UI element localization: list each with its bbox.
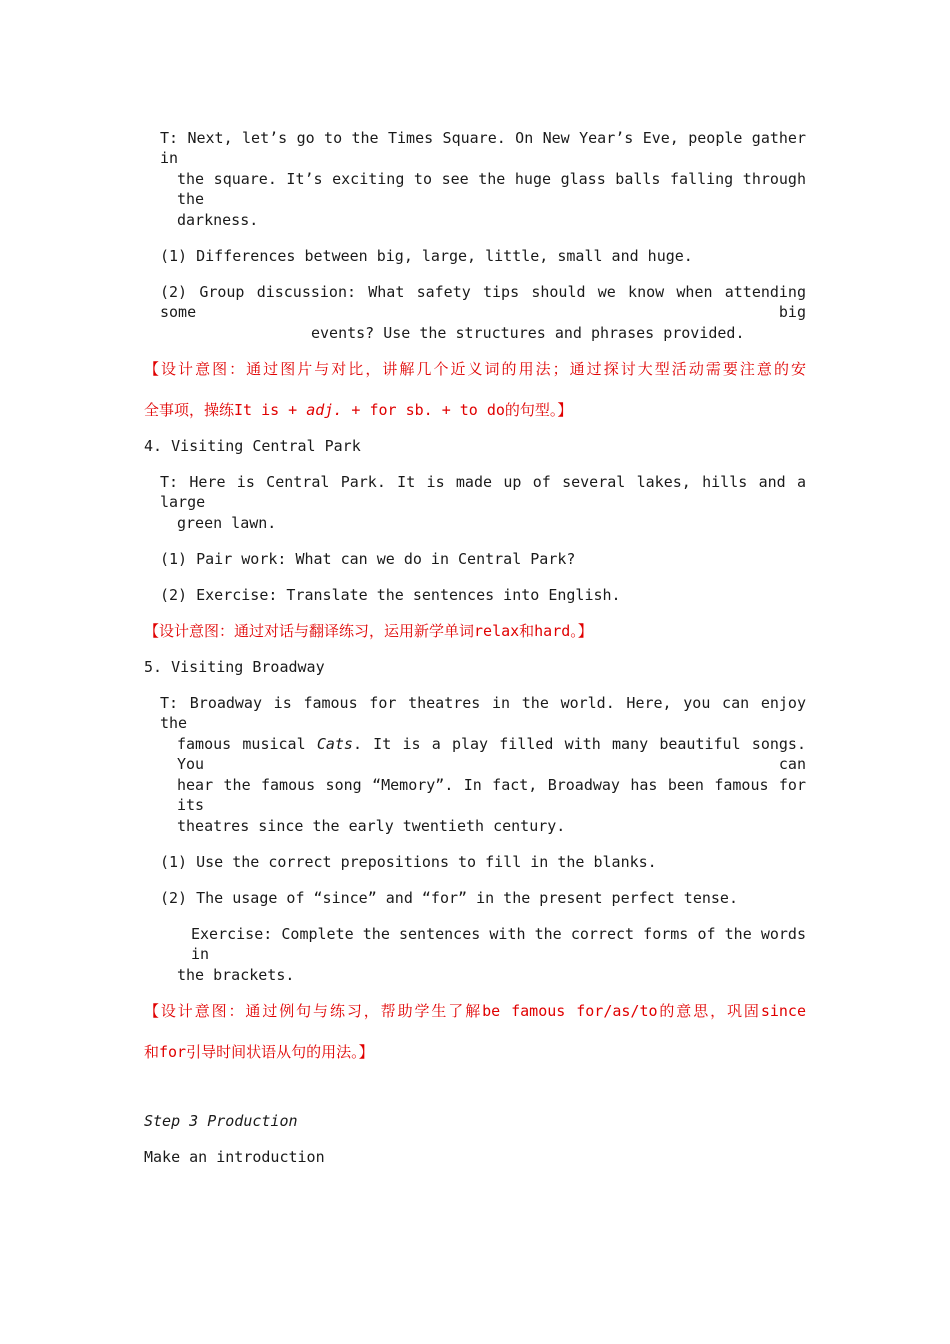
broadway-item-1: (1) Use the correct prepositions to fill in the blanks. [160, 853, 657, 871]
broadway-item-2: (2) The usage of “since” and “for” in the present perfect tense. [160, 889, 738, 907]
central-park-item-2: (2) Exercise: Translate the sentences into English. [160, 586, 621, 604]
step-3-subtitle: Make an introduction [144, 1148, 325, 1166]
broadway-line-1: T: Broadway is famous for theatres in the world. Here, you can enjoy the [160, 694, 806, 732]
times-square-item-1: (1) Differences between big, large, little, small and huge. [160, 247, 693, 265]
broadway-text: . It is a play filled with many beautiful songs. You can [177, 735, 806, 773]
note-text: 全事项，操练It is + [144, 401, 307, 419]
design-note-1-line-2 [144, 400, 572, 420]
times-square-item-2-continued: events? Use the structures and phrases provided. [311, 324, 745, 342]
times-square-line-1: T: Next, let’s go to the Times Square. On New Year’s Eve, people gather in [160, 129, 806, 167]
broadway-line-3: hear the famous song “Memory”. In fact, Broadway has been famous for its [177, 776, 806, 814]
step-3-title: Step 3 Production [144, 1112, 298, 1130]
design-note-3-line-2: 和for引导时间状语从句的用法。】 [144, 1043, 374, 1061]
note-italic-adj: adj. [306, 401, 343, 419]
broadway-text: famous musical [177, 735, 317, 753]
times-square-item-2: (2) Group discussion: What safety tips should we know when attending some big [160, 283, 806, 321]
central-park-item-1: (1) Pair work: What can we do in Central Park? [160, 550, 576, 568]
broadway-exercise-line-1: Exercise: Complete the sentences with the correct forms of the words in [191, 925, 806, 963]
broadway-italic-title: Cats [316, 735, 353, 753]
design-note-2: 【设计意图：通过对话与翻译练习，运用新学单词relax和hard。】 [144, 622, 593, 640]
times-square-line-3: darkness. [177, 211, 259, 229]
note-text: + for sb. + to do的句型。】 [342, 401, 573, 419]
central-park-heading: 4. Visiting Central Park [144, 437, 361, 455]
design-note-3-line-1: 【设计意图：通过例句与练习，帮助学生了解be famous for/as/to的意思，巩固since [144, 1002, 806, 1020]
central-park-line-1: T: Here is Central Park. It is made up of several lakes, hills and a large [160, 473, 806, 511]
design-note-1-line-1: 【设计意图：通过图片与对比，讲解几个近义词的用法；通过探讨大型活动需要注意的安 [144, 360, 806, 378]
broadway-line-4: theatres since the early twentieth century. [177, 817, 566, 835]
broadway-line-2 [177, 734, 806, 774]
times-square-line-2: the square. It’s exciting to see the huge glass balls falling through the [177, 170, 806, 208]
broadway-heading: 5. Visiting Broadway [144, 658, 325, 676]
broadway-exercise-line-2: the brackets. [177, 966, 295, 984]
central-park-line-2: green lawn. [177, 514, 277, 532]
